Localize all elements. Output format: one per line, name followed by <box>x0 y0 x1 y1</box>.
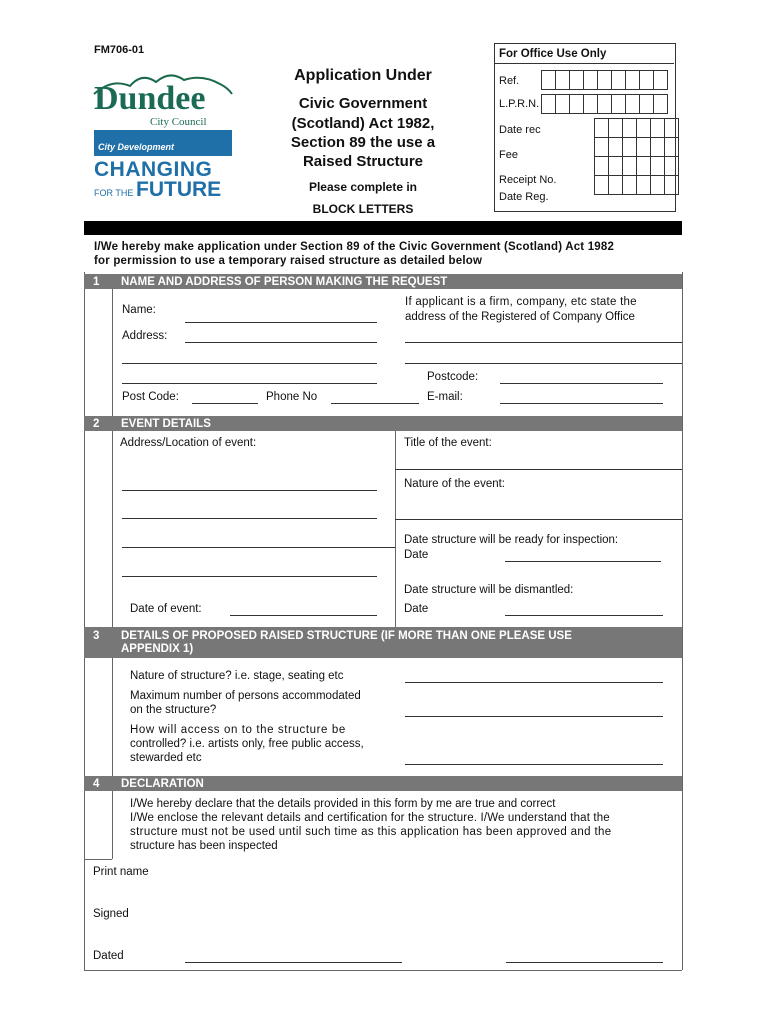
office-fee-label: Fee <box>499 149 518 161</box>
firm-note-line1: If applicant is a firm, company, etc state the <box>405 296 637 308</box>
section2-title: EVENT DETAILS <box>121 418 211 430</box>
intro-line1: I/We hereby make application under Section 89 of the Civic Government (Scotland) Act 1982 <box>94 241 615 253</box>
email-field[interactable] <box>500 403 663 404</box>
event-nature-label: Nature of the event: <box>404 478 506 490</box>
declaration-line4: structure has been inspected <box>130 840 278 852</box>
declaration-line3: structure must not be used until such time as this application has been approved and the <box>130 826 612 838</box>
access-line3: stewarded etc <box>130 752 202 764</box>
structure-nature-field[interactable] <box>405 682 663 683</box>
structure-nature-label: Nature of structure? i.e. stage, seating etc <box>130 670 344 682</box>
office-lprn-label: L.P.R.N. <box>499 98 540 110</box>
company-postcode-field[interactable] <box>500 383 663 384</box>
print-name-label: Print name <box>93 866 149 878</box>
ready-label: Date structure will be ready for inspection: <box>404 534 619 546</box>
dundee-logo <box>92 68 234 208</box>
title-line3: (Scotland) Act 1982, <box>291 115 435 132</box>
ready-date-field[interactable] <box>505 561 661 562</box>
declaration-line2: I/We enclose the relevant details and certification for the structure. I/We understand that the <box>130 812 610 824</box>
phone-field[interactable] <box>331 403 419 404</box>
logo-name: Dundee <box>94 80 206 117</box>
title-line2: Civic Government <box>298 95 428 112</box>
event-title-label: Title of the event: <box>404 437 492 449</box>
postcode-field[interactable] <box>192 403 258 404</box>
title-line1: Application Under <box>294 67 432 84</box>
title-line5: Raised Structure <box>302 153 424 170</box>
firm-note-line2: address of the Registered of Company Office <box>405 311 635 323</box>
office-heading: For Office Use Only <box>499 48 607 60</box>
section3-number: 3 <box>93 630 100 642</box>
instruction-line2: BLOCK LETTERS <box>312 202 414 216</box>
logo-band-text: City Development <box>98 142 175 152</box>
office-ref-label: Ref. <box>499 75 520 87</box>
office-receipt-label: Receipt No. <box>499 174 557 186</box>
section1-header <box>84 274 682 289</box>
section2-header <box>84 416 682 431</box>
logo-band <box>94 130 232 156</box>
location-field-2[interactable] <box>122 518 377 519</box>
section4-number: 4 <box>93 778 100 790</box>
location-field-4[interactable] <box>122 576 377 577</box>
address-field-1[interactable] <box>185 342 377 343</box>
max-persons-field[interactable] <box>405 716 663 717</box>
address-label: Address: <box>122 330 168 342</box>
email-label: E-mail: <box>427 391 463 403</box>
postcode-label: Post Code: <box>122 391 179 403</box>
event-date-label: Date of event: <box>130 603 202 615</box>
declaration-line1: I/We hereby declare that the details provided in this form by me are true and correct <box>130 798 556 810</box>
company-postcode-label: Postcode: <box>427 371 479 383</box>
event-title-field[interactable] <box>395 469 682 470</box>
logo-slogan2-small: FOR THE <box>94 188 134 198</box>
max-persons-line1: Maximum number of persons accommodated <box>130 690 361 702</box>
divider-bar <box>84 221 682 235</box>
dated-field-2[interactable] <box>506 962 663 963</box>
name-field[interactable] <box>185 322 377 323</box>
dismantled-date-field[interactable] <box>505 615 663 616</box>
dated-label: Dated <box>93 950 124 962</box>
title-line4: Section 89 the use a <box>290 134 436 151</box>
max-persons-line2: on the structure? <box>130 704 217 716</box>
section3-header <box>84 627 682 658</box>
dismantled-date-label: Date <box>404 603 429 615</box>
company-address-field-2[interactable] <box>405 363 682 364</box>
address-field-3[interactable] <box>122 383 377 384</box>
dated-field-1[interactable] <box>185 962 402 963</box>
section4-title: DECLARATION <box>121 778 204 790</box>
name-label: Name: <box>122 304 156 316</box>
office-date-rec-label: Date rec <box>499 124 541 136</box>
company-address-field-1[interactable] <box>405 342 682 343</box>
location-field-1[interactable] <box>122 490 377 491</box>
access-line2: controlled? i.e. artists only, free public access, <box>130 738 364 750</box>
office-date-reg-label: Date Reg. <box>499 191 549 203</box>
instruction-line1: Please complete in <box>308 180 418 194</box>
signed-label: Signed <box>93 908 129 920</box>
office-lprn-boxes <box>541 94 668 114</box>
office-ref-boxes <box>541 70 668 90</box>
section1-title: NAME AND ADDRESS OF PERSON MAKING THE REQUEST <box>121 276 448 288</box>
access-line1: How will access on to the structure be <box>130 724 346 736</box>
event-date-field[interactable] <box>230 615 377 616</box>
form-code: FM706-01 <box>94 44 145 56</box>
section2-number: 2 <box>93 418 100 430</box>
section3-title-line1: DETAILS OF PROPOSED RAISED STRUCTURE (IF MORE THAN ONE PLEASE USE <box>121 630 572 642</box>
office-date-grid <box>594 118 679 195</box>
address-field-2[interactable] <box>122 363 377 364</box>
dismantled-label: Date structure will be dismantled: <box>404 584 574 596</box>
intro-line2: for permission to use a temporary raised structure as detailed below <box>94 255 483 267</box>
logo-slogan2-big: FUTURE <box>136 178 222 201</box>
event-nature-field[interactable] <box>395 519 682 520</box>
section1-number: 1 <box>93 276 100 288</box>
ready-date-label: Date <box>404 549 429 561</box>
phone-label: Phone No <box>266 391 318 403</box>
section3-title-line2: APPENDIX 1) <box>121 643 194 655</box>
location-field-3[interactable] <box>122 547 395 548</box>
logo-slogan1: CHANGING <box>94 158 213 181</box>
section4-header <box>84 776 682 791</box>
location-label: Address/Location of event: <box>120 437 257 449</box>
access-field[interactable] <box>405 764 663 765</box>
logo-subtitle: City Council <box>150 116 207 128</box>
